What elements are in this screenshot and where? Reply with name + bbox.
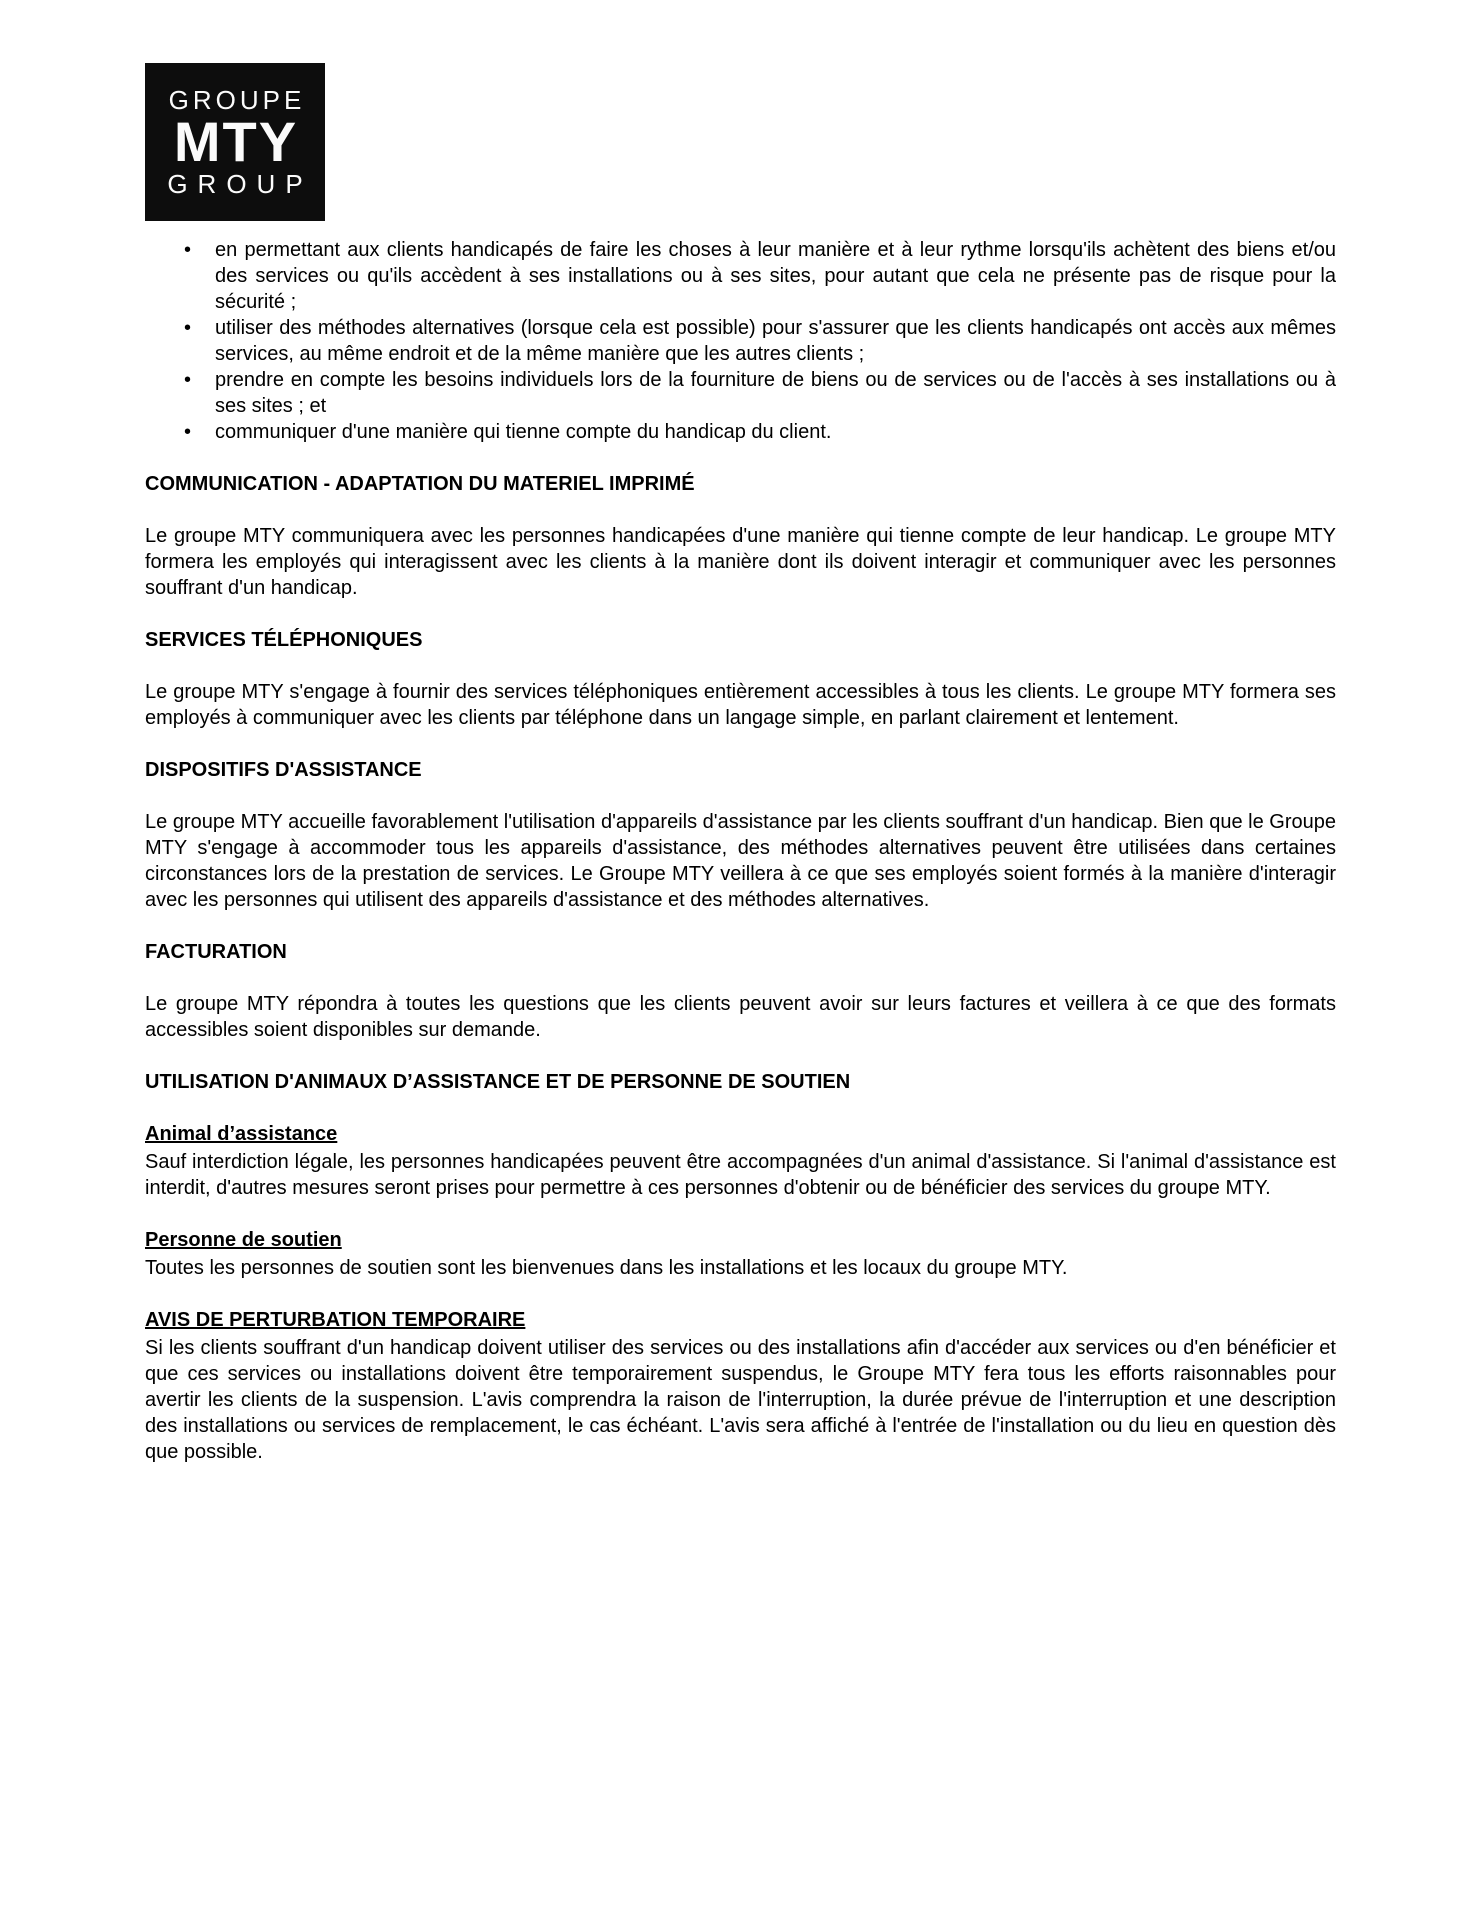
paragraph-communication: Le groupe MTY communiquera avec les personnes handicapées d'une manière qui tienne compte de leur handicap. Le groupe MTY formera les employés qui interagissent avec les clients à la manière dont ils doivent interagir et communiquer avec les personnes souffrant d'un handicap.	[145, 525, 1336, 599]
heading-dispositifs-assistance: DISPOSITIFS D'ASSISTANCE	[145, 759, 422, 781]
paragraph-services-telephoniques: Le groupe MTY s'engage à fournir des services téléphoniques entièrement accessibles à tous les clients. Le groupe MTY formera ses employés à communiquer avec les clients par téléphone dans un langage simple, en parlant clairement et lentement.	[145, 681, 1336, 729]
subheading-animal-assistance: Animal d’assistance	[145, 1123, 338, 1145]
paragraph-facturation: Le groupe MTY répondra à toutes les questions que les clients peuvent avoir sur leurs factures et veillera à ce que des formats accessibles soient disponibles sur demande.	[145, 993, 1336, 1041]
paragraph-animal-assistance: Sauf interdiction légale, les personnes handicapées peuvent être accompagnées d'un animal d'assistance. Si l'animal d'assistance est interdit, d'autres mesures seront prises pour permettre à ces personnes d'obtenir ou de bénéficier des services du groupe MTY.	[145, 1151, 1336, 1199]
bullet-item-methodes-alternatives: • utiliser des méthodes alternatives (lorsque cela est possible) pour s'assurer que les clients handicapés ont accès aux mêmes services, au même endroit et de la même manière que les autres clients ;	[215, 315, 1336, 367]
bullet-item-permettant: • en permettant aux clients handicapés de faire les choses à leur manière et à leur rythme lorsqu'ils achètent des biens et/ou des services ou qu'ils accèdent à ses installations ou à ses sites, pour autant que cela ne présente pas de risque pour la sécurité ;	[215, 237, 1336, 315]
heading-facturation: FACTURATION	[145, 941, 287, 963]
heading-utilisation-animaux: UTILISATION D'ANIMAUX D’ASSISTANCE ET DE PERSONNE DE SOUTIEN	[145, 1071, 851, 1093]
mty-logo	[145, 63, 325, 221]
paragraph-personne-soutien: Toutes les personnes de soutien sont les bienvenues dans les installations et les locaux du groupe MTY.	[145, 1257, 1068, 1279]
heading-services-telephoniques: SERVICES TÉLÉPHONIQUES	[145, 629, 423, 651]
paragraph-avis-perturbation: Si les clients souffrant d'un handicap doivent utiliser des services ou des installations afin d'accéder aux services ou d'en bénéficier et que ces services ou installations doivent être temporairement suspendus, le Groupe MTY fera tous les efforts raisonnables pour avertir les clients de la suspension. L'avis comprendra la raison de l'interruption, la durée prévue de l'interruption et une description des installations ou services de remplacement, le cas échéant. L'avis sera affiché à l'entrée de l'installation ou du lieu en question dès que possible.	[145, 1337, 1336, 1463]
logo-text-mty: MTY	[173, 110, 299, 173]
subheading-personne-soutien: Personne de soutien	[145, 1229, 342, 1251]
bullet-item-communiquer: • communiquer d'une manière qui tienne compte du handicap du client.	[215, 419, 1336, 445]
logo-text-groupe: GROUPE	[168, 85, 306, 115]
paragraph-dispositifs-assistance: Le groupe MTY accueille favorablement l'utilisation d'appareils d'assistance par les clients souffrant d'un handicap. Bien que le Groupe MTY s'engage à accommoder tous les appareils d'assistance, des méthodes alternatives peuvent être utilisées dans certaines circonstances lors de la prestation de services. Le Groupe MTY veillera à ce que ses employés soient formés à la manière d'interagir avec les personnes qui utilisent des appareils d'assistance et des méthodes alternatives.	[145, 811, 1336, 911]
logo-text-group: GROUP	[167, 169, 313, 199]
bullet-item-besoins-individuels: • prendre en compte les besoins individuels lors de la fourniture de biens ou de services ou de l'accès à ses installations ou à ses sites ; et	[215, 367, 1336, 419]
heading-communication: COMMUNICATION - ADAPTATION DU MATERIEL IMPRIMÉ	[145, 473, 695, 495]
heading-avis-perturbation: AVIS DE PERTURBATION TEMPORAIRE	[145, 1309, 526, 1331]
intro-bullet-list	[145, 237, 1336, 445]
